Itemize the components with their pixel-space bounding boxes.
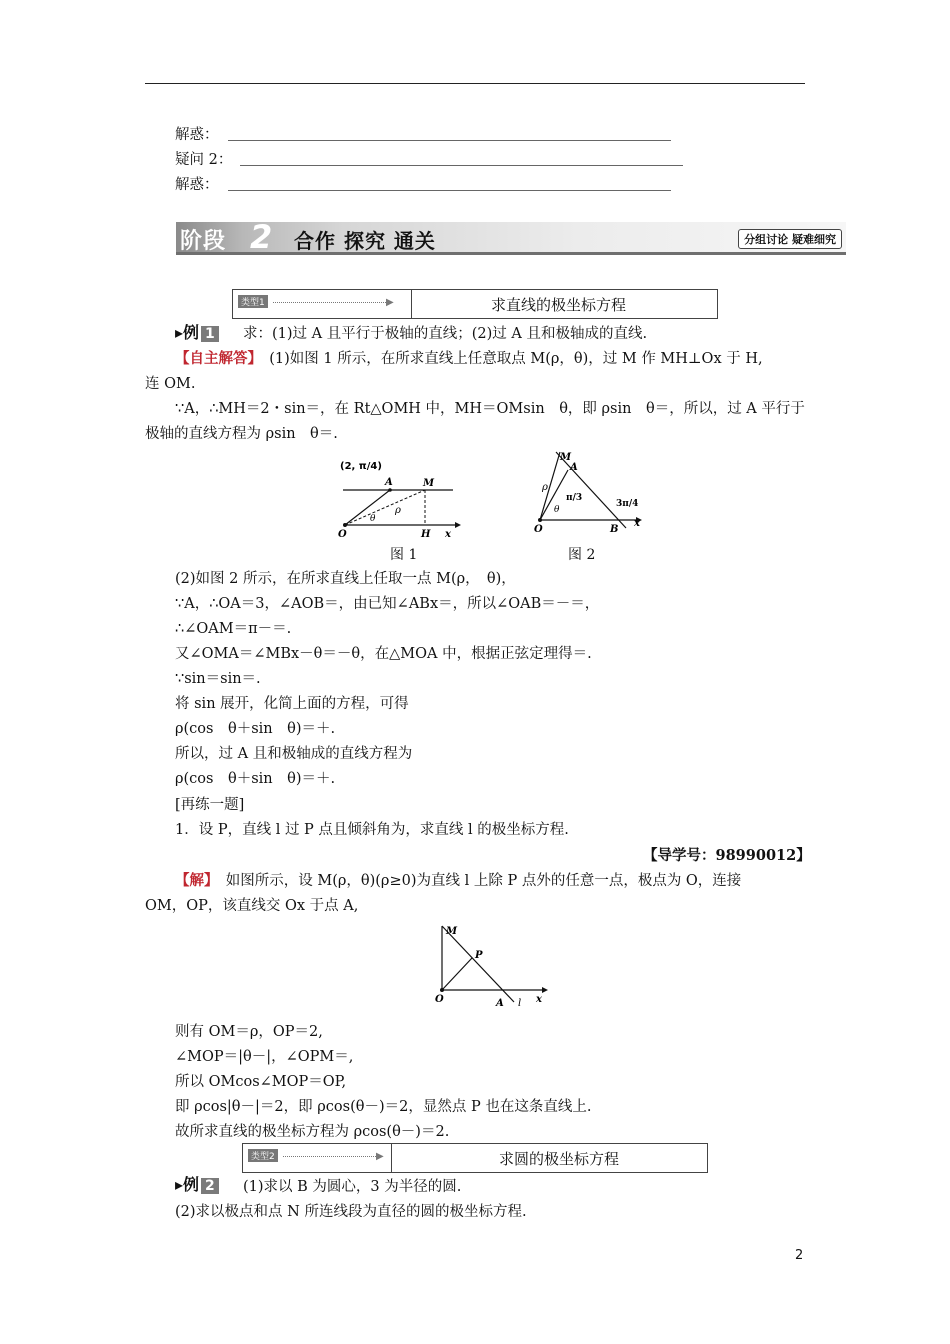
practice-solution-line-4: ∠MOP＝|θ－|，∠OPM＝, bbox=[175, 1049, 354, 1065]
guide-number: 【导学号：98990012】 bbox=[643, 847, 811, 864]
fig2-label-a: A bbox=[570, 462, 578, 473]
fig2-label-o: O bbox=[534, 524, 543, 535]
fig2-label-rho: ρ bbox=[542, 482, 548, 493]
answer-line-3: 解惑： bbox=[175, 177, 219, 193]
arrow-icon: ▶ bbox=[386, 297, 394, 308]
solution-1-part2-line-5: ∵sin＝sin＝. bbox=[175, 671, 261, 687]
practice-solution-line-5: 所以 OMcos∠MOP＝OP, bbox=[175, 1074, 347, 1090]
fig3-label-p: P bbox=[475, 950, 483, 961]
solution-1-line-4: 极轴的直线方程为 ρsin θ＝. bbox=[145, 426, 338, 442]
type-2-title: 求圆的极坐标方程 bbox=[499, 1150, 620, 1168]
blank-line-1[interactable] bbox=[228, 140, 671, 141]
solution-1-part2-line-4: 又∠OMA＝∠MBx－θ＝－θ，在△MOA 中，根据正弦定理得＝. bbox=[175, 646, 592, 662]
blank-line-3[interactable] bbox=[228, 190, 671, 191]
fig3-label-o: O bbox=[435, 994, 444, 1005]
banner-number: 2 bbox=[250, 218, 273, 256]
type-1-label-cell bbox=[233, 290, 412, 318]
fig1-om-segment bbox=[345, 490, 425, 525]
fig1-label-o: O bbox=[338, 529, 347, 540]
example-arrow-icon: ▸ bbox=[175, 323, 184, 342]
type-1-label: 类型1 bbox=[238, 295, 268, 308]
fig1-axis-arrow bbox=[455, 522, 461, 528]
solution-1-part2-line-1: (2)如图 2 所示，在所求直线上任取一点 M(ρ， θ)， bbox=[175, 571, 516, 587]
figure-2-caption: 图 2 bbox=[568, 547, 596, 563]
figure-2 bbox=[532, 448, 647, 538]
practice-solution-line-3: 则有 OM＝ρ，OP＝2, bbox=[175, 1024, 323, 1040]
banner-tag: 分组讨论 疑难细究 bbox=[738, 229, 842, 249]
example-2-text-2: (2)求以极点和点 N 所连线段为直径的圆的极坐标方程. bbox=[175, 1204, 527, 1220]
example-2-label: ▸例 2 bbox=[175, 1172, 219, 1195]
fig1-label-rho: ρ bbox=[395, 505, 401, 516]
fig3-label-l: l bbox=[518, 998, 522, 1009]
solution-1-part2-line-2: ∵A，∴OA＝3，∠AOB＝，由已知∠ABx＝，所以∠OAB＝－＝， bbox=[175, 596, 600, 612]
type-2-box bbox=[242, 1143, 708, 1173]
solution-1-line-2: 连 OM. bbox=[145, 376, 196, 392]
figure-1 bbox=[335, 455, 465, 540]
solution-1-part2-line-6: 将 sin 展开，化简上面的方程，可得 bbox=[175, 696, 409, 712]
fig1-label-a: A bbox=[385, 477, 393, 488]
practice-solution-line-2: OM，OP，该直线交 Ox 于点 A, bbox=[145, 898, 359, 914]
example-1-text: 求：(1)过 A 且平行于极轴的直线；(2)过 A 且和极轴成的直线. bbox=[243, 326, 648, 342]
practice-solution-line-1: 【解】 如图所示，设 M(ρ，θ)(ρ≥0)为直线 l 上除 P 点外的任意一点，极点为 O，连接 bbox=[175, 872, 742, 889]
fig2-origin-dot bbox=[538, 518, 542, 522]
fig2-label-m: M bbox=[560, 452, 572, 463]
arrow-icon-2: ▶ bbox=[376, 1151, 384, 1162]
solution-1-line-1: 【自主解答】 (1)如图 1 所示，在所求直线上任意取点 M(ρ，θ)，过 M 作 MH⊥Ox 于 H, bbox=[175, 350, 763, 367]
type-1-title: 求直线的极坐标方程 bbox=[491, 296, 627, 314]
dotted-arrow-line bbox=[273, 302, 388, 303]
fig1-oa-segment bbox=[345, 490, 390, 525]
solution-1-line-3: ∵A，∴MH＝2・sin＝，在 Rt△OMH 中，MH＝OMsin θ，即 ρsin θ＝，所以，过 A 平行于 bbox=[175, 401, 805, 417]
fig1-origin-dot bbox=[343, 523, 347, 527]
fig1-point-label: (2, π/4) bbox=[340, 461, 382, 472]
figure-1-caption: 图 1 bbox=[390, 547, 418, 563]
example-1-label: ▸例 1 bbox=[175, 320, 219, 343]
solution-tag: 【解】 bbox=[175, 872, 212, 889]
practice-tag: [再练一题] bbox=[175, 797, 245, 813]
blank-line-2[interactable] bbox=[240, 165, 683, 166]
fig3-axis-arrow bbox=[542, 987, 548, 993]
practice-solution-line-7: 故所求直线的极坐标方程为 ρcos(θ－)＝2. bbox=[175, 1124, 450, 1140]
self-solve-tag: 【自主解答】 bbox=[175, 350, 255, 367]
fig3-op-segment bbox=[442, 958, 472, 990]
type-2-label-cell bbox=[243, 1144, 392, 1172]
stage-banner bbox=[176, 218, 846, 256]
example-arrow-icon-2: ▸ bbox=[175, 1175, 184, 1194]
solution-1-part2-line-9: ρ(cos θ＋sin θ)＝＋. bbox=[175, 771, 336, 787]
fig1-label-theta: θ bbox=[370, 514, 376, 524]
fig1-point-a-dot bbox=[388, 488, 392, 492]
banner-underline bbox=[176, 252, 846, 255]
practice-solution-line-6: 即 ρcos|θ－|＝2，即 ρcos(θ－)＝2，显然点 P 也在这条直线上. bbox=[175, 1099, 592, 1115]
dotted-arrow-line-2 bbox=[283, 1156, 378, 1157]
fig3-label-a: A bbox=[496, 998, 504, 1009]
page-number: 2 bbox=[795, 1248, 804, 1263]
fig3-label-m: M bbox=[446, 926, 458, 937]
solution-1-part2-line-3: ∴∠OAM＝π－＝. bbox=[175, 621, 292, 637]
answer-line-1: 解惑： bbox=[175, 127, 219, 143]
header-rule bbox=[145, 83, 805, 84]
fig3-label-x: x bbox=[536, 994, 542, 1005]
fig2-line-mb bbox=[556, 452, 626, 528]
fig2-label-3pi4: 3π/4 bbox=[616, 499, 639, 509]
solution-1-part2-line-7: ρ(cos θ＋sin θ)＝＋. bbox=[175, 721, 336, 737]
fig1-label-x: x bbox=[445, 529, 451, 540]
fig2-label-pi3: π/3 bbox=[566, 493, 583, 503]
figure-3 bbox=[432, 920, 557, 1010]
type-2-label: 类型2 bbox=[248, 1149, 278, 1162]
banner-title: 合作 探究 通关 bbox=[294, 229, 436, 253]
fig1-label-m: M bbox=[423, 478, 435, 489]
fig3-origin-dot bbox=[440, 988, 444, 992]
solution-1-part2-line-8: 所以，过 A 且和极轴成的直线方程为 bbox=[175, 746, 413, 762]
type-1-box bbox=[232, 289, 718, 319]
example-2-text-1: (1)求以 B 为圆心，3 为半径的圆. bbox=[243, 1179, 462, 1195]
practice-question-1: 1．设 P，直线 l 过 P 点且倾斜角为，求直线 l 的极坐标方程. bbox=[175, 822, 569, 838]
fig2-label-theta: θ bbox=[554, 505, 560, 515]
fig2-label-x: x bbox=[634, 518, 640, 529]
fig2-label-b: B bbox=[610, 524, 619, 535]
fig1-label-h: H bbox=[421, 529, 431, 540]
banner-stage: 阶段 bbox=[180, 229, 227, 254]
question-line-2: 疑问 2： bbox=[175, 152, 233, 168]
